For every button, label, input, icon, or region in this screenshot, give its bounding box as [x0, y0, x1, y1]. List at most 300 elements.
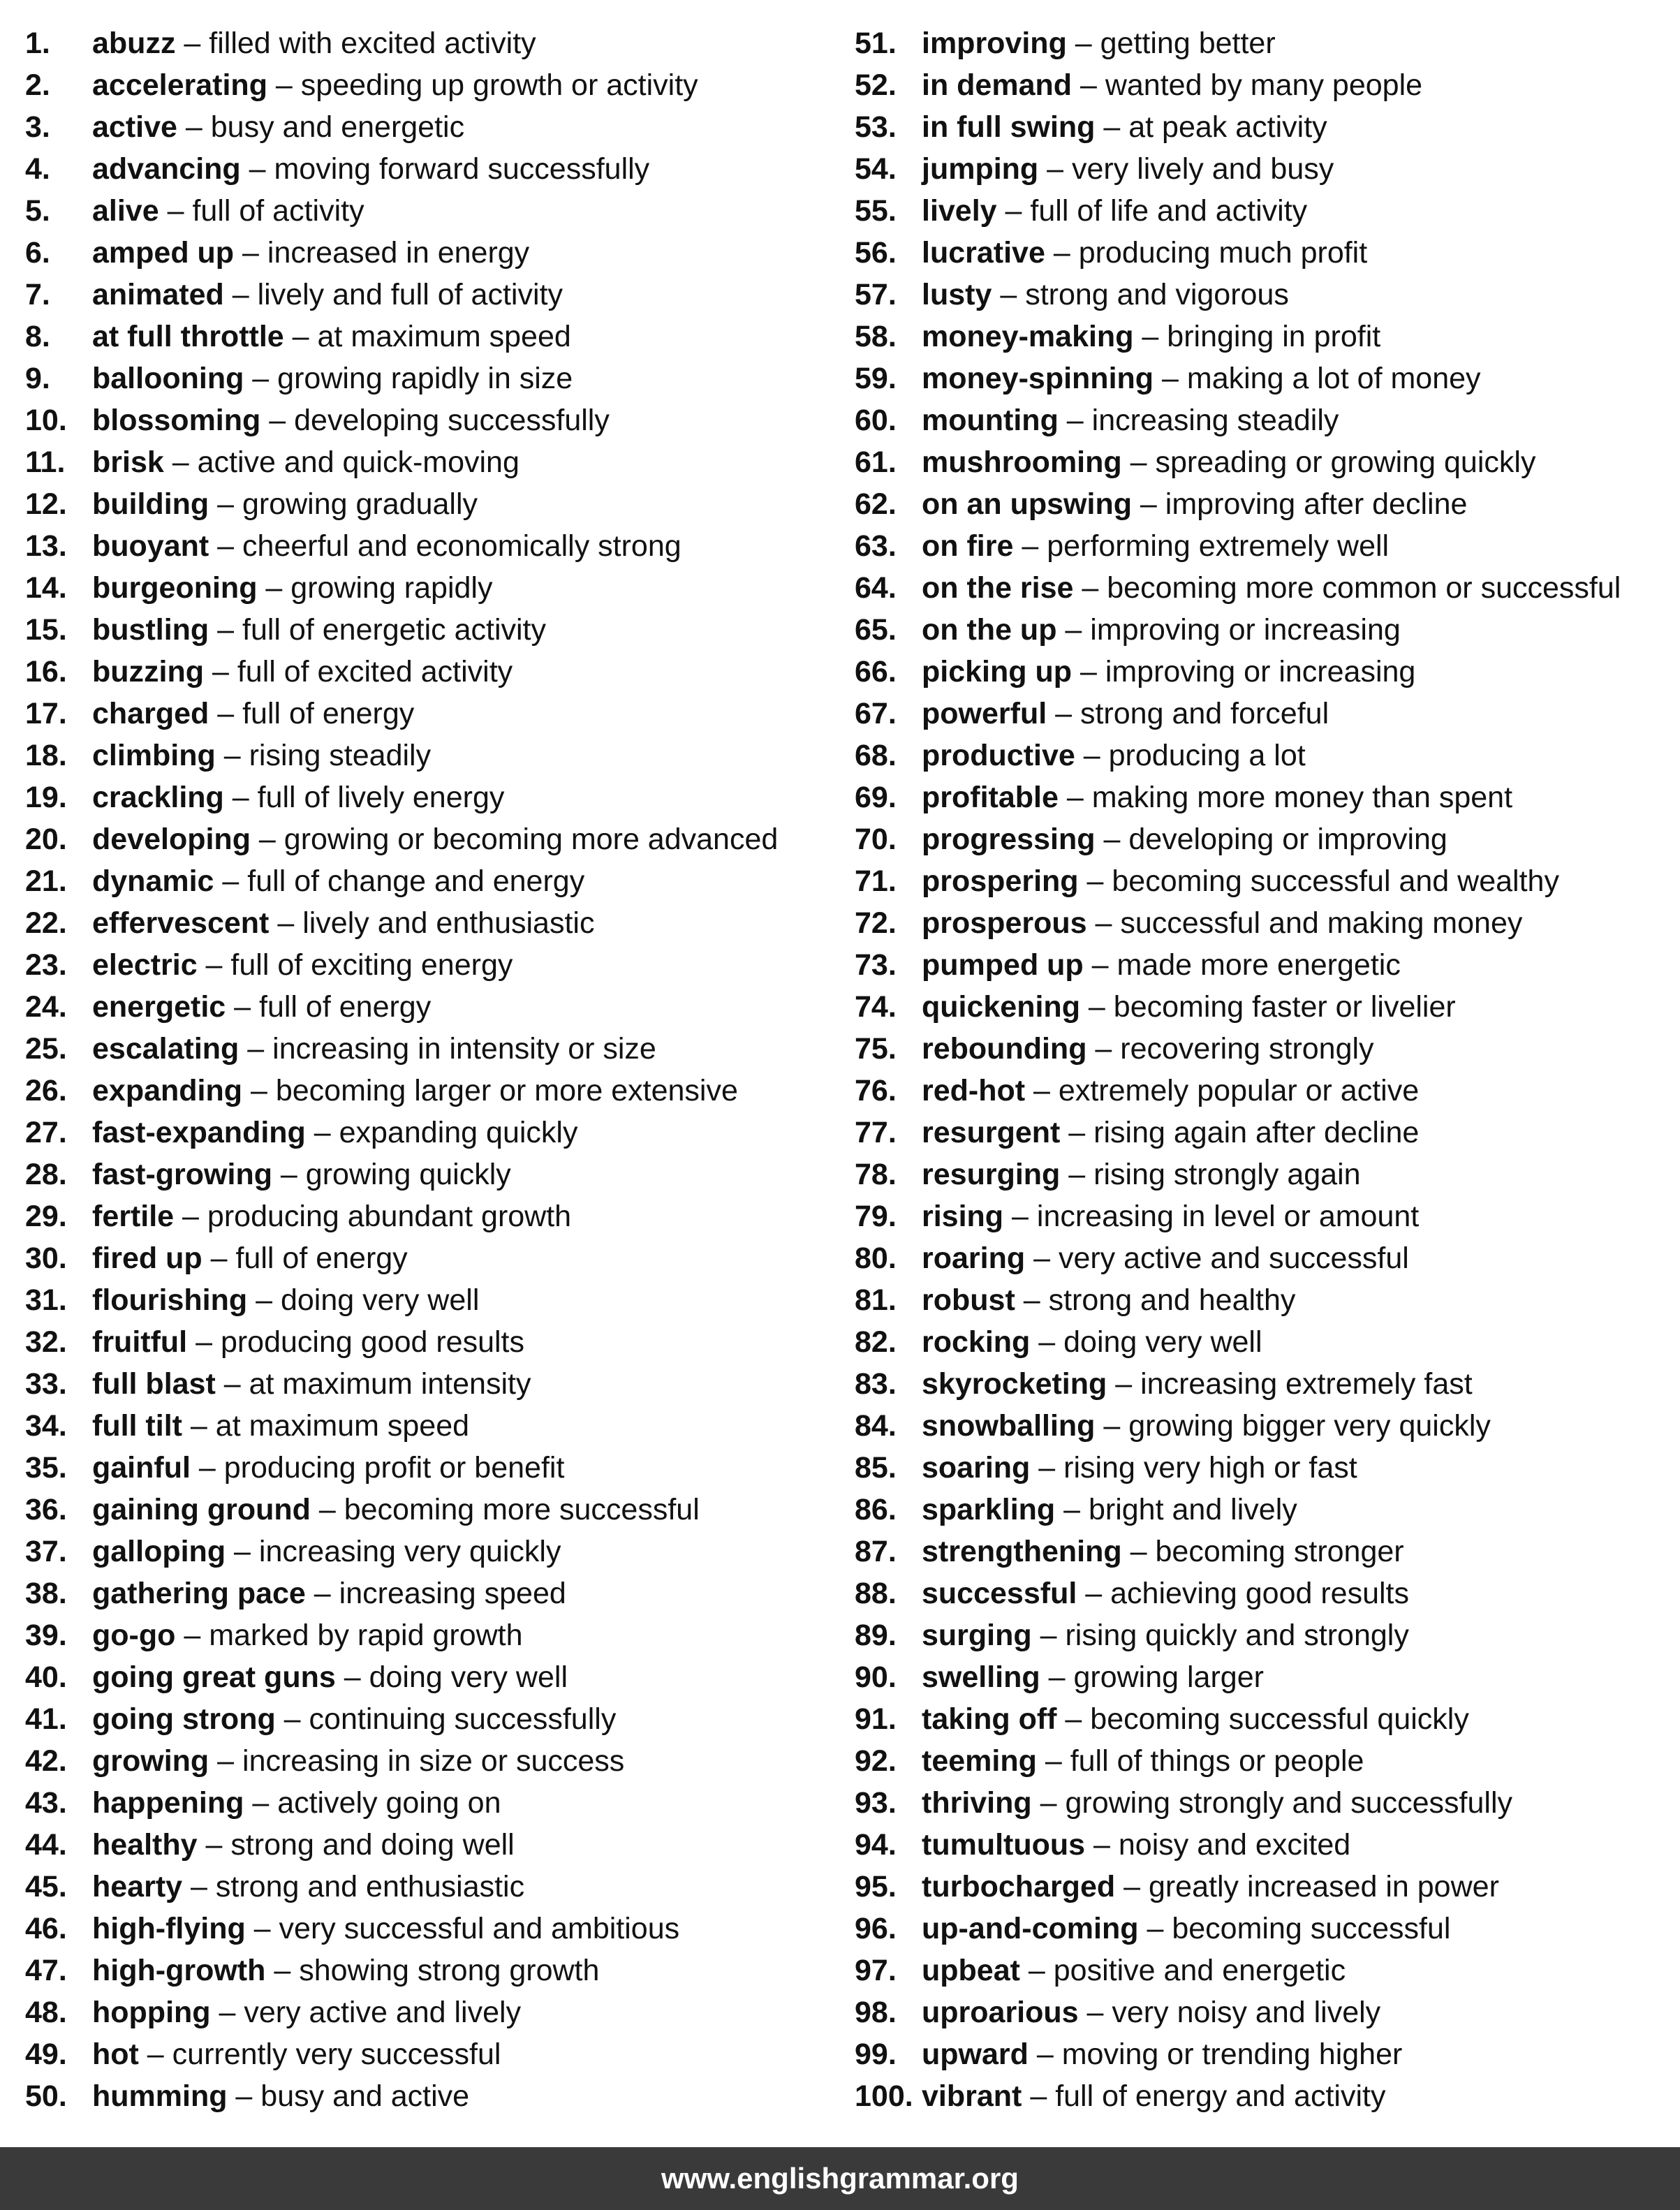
entry-separator: – — [1115, 1870, 1149, 1903]
entry-separator: – — [175, 27, 209, 60]
word-entry — [25, 358, 835, 399]
entry-term: prosperous — [922, 906, 1087, 940]
entry-separator: – — [209, 697, 243, 730]
word-entry — [25, 1154, 835, 1195]
entry-definition: at maximum speed — [317, 320, 571, 353]
entry-definition: getting better — [1100, 27, 1276, 60]
word-entry — [25, 2033, 835, 2075]
entry-term: rebounding — [922, 1032, 1087, 1066]
word-entry — [25, 1447, 835, 1489]
entry-separator: – — [204, 655, 237, 688]
entry-definition: actively going on — [277, 1786, 501, 1820]
word-entry — [25, 22, 835, 64]
entry-separator: – — [335, 1660, 369, 1694]
entry-separator: – — [182, 1870, 216, 1903]
entry-text — [92, 1279, 479, 1321]
word-entry — [855, 1656, 1672, 1698]
entry-term: energetic — [92, 990, 226, 1024]
entry-text — [922, 1195, 1419, 1237]
entry-number: 61. — [855, 445, 897, 479]
word-entry — [855, 1908, 1672, 1950]
entry-definition: making more money than spent — [1091, 781, 1513, 814]
entry-number: 60. — [855, 404, 897, 437]
entry-number: 57. — [855, 278, 897, 311]
entry-definition: active and quick-moving — [197, 445, 520, 479]
entry-separator: – — [239, 1032, 273, 1066]
word-entry — [25, 1572, 835, 1614]
entry-text — [922, 1824, 1350, 1866]
entry-definition: full of activity — [192, 194, 364, 228]
entry-term: mounting — [922, 404, 1059, 437]
entry-separator: – — [1154, 362, 1187, 395]
entry-separator: – — [1038, 152, 1073, 186]
entry-definition: speeding up growth or activity — [300, 68, 698, 102]
entry-number: 16. — [25, 655, 67, 688]
entry-term: upward — [922, 2038, 1029, 2071]
entry-text — [92, 609, 546, 651]
entry-term: building — [92, 487, 209, 521]
entry-term: on the rise — [922, 571, 1074, 605]
entry-definition: at maximum speed — [215, 1409, 470, 1443]
word-entry — [25, 693, 835, 735]
word-entry — [855, 1824, 1672, 1866]
entry-text — [922, 1237, 1409, 1279]
entry-separator: – — [1056, 1702, 1091, 1736]
word-entry — [25, 1866, 835, 1908]
word-entry — [25, 1237, 835, 1279]
entry-text — [92, 651, 513, 693]
entry-definition: rising strongly again — [1093, 1158, 1361, 1191]
entry-separator: – — [1072, 655, 1105, 688]
entry-text — [92, 64, 698, 106]
word-entry — [855, 1321, 1672, 1363]
entry-separator: – — [1040, 1660, 1074, 1694]
entry-number: 53. — [855, 110, 897, 144]
entry-text — [922, 735, 1306, 776]
entry-definition: strong and healthy — [1048, 1283, 1296, 1317]
entry-text — [92, 1195, 571, 1237]
word-entry — [855, 1154, 1672, 1195]
entry-definition: increasing in intensity or size — [272, 1032, 656, 1066]
entry-text — [92, 776, 504, 818]
entry-definition: increasing in level or amount — [1036, 1200, 1420, 1233]
word-entry — [25, 1195, 835, 1237]
entry-separator: – — [272, 1158, 306, 1191]
entry-number: 91. — [855, 1702, 897, 1736]
word-entry — [25, 1070, 835, 1112]
entry-text — [922, 651, 1415, 693]
word-entry — [855, 316, 1672, 358]
entry-term: strengthening — [922, 1535, 1122, 1568]
entry-separator: – — [1086, 906, 1121, 940]
entry-term: burgeoning — [92, 571, 258, 605]
entry-term: dynamic — [92, 864, 214, 898]
entry-term: expanding — [92, 1074, 243, 1107]
entry-definition: strong and vigorous — [1025, 278, 1289, 311]
entry-term: developing — [92, 823, 251, 856]
entry-term: at full throttle — [92, 320, 284, 353]
entry-definition: full of energy — [259, 990, 432, 1024]
entry-definition: becoming faster or livelier — [1113, 990, 1456, 1024]
entry-text — [92, 1531, 561, 1572]
entry-definition: continuing successfully — [309, 1702, 617, 1736]
entry-separator: – — [1056, 613, 1091, 647]
entry-text — [922, 399, 1339, 441]
word-entry — [855, 1950, 1672, 1991]
entry-text — [922, 1405, 1491, 1447]
entry-text — [92, 902, 594, 944]
entry-definition: performing extremely well — [1047, 529, 1390, 563]
entry-definition: growing gradually — [242, 487, 478, 521]
word-entry — [25, 64, 835, 106]
entry-term: healthy — [92, 1828, 198, 1862]
entry-separator: – — [209, 1744, 243, 1778]
entry-text — [92, 1237, 408, 1279]
entry-number: 59. — [855, 362, 897, 395]
word-entry — [25, 567, 835, 609]
word-entry — [25, 735, 835, 776]
entry-term: lusty — [922, 278, 992, 311]
entry-text — [922, 818, 1447, 860]
entry-term: high-flying — [92, 1912, 246, 1945]
word-entry — [855, 1237, 1672, 1279]
entry-term: gathering pace — [92, 1577, 306, 1610]
entry-separator: – — [1058, 781, 1092, 814]
entry-text — [922, 860, 1559, 902]
entry-separator: – — [223, 278, 258, 311]
word-list-left-column — [25, 22, 835, 2117]
word-entry — [25, 232, 835, 274]
word-entry — [25, 1824, 835, 1866]
entry-definition: improving after decline — [1165, 487, 1468, 521]
word-entry — [855, 1363, 1672, 1405]
word-entry — [25, 818, 835, 860]
entry-text — [922, 944, 1401, 986]
word-entry — [25, 1698, 835, 1740]
entry-text — [922, 1112, 1419, 1154]
entry-number: 63. — [855, 529, 897, 563]
entry-text — [922, 441, 1535, 483]
entry-text — [922, 22, 1276, 64]
entry-number: 100. — [855, 2079, 913, 2113]
entry-number: 73. — [855, 948, 897, 982]
entry-definition: greatly increased in power — [1148, 1870, 1499, 1903]
entry-number: 51. — [855, 27, 897, 60]
entry-term: powerful — [922, 697, 1047, 730]
entry-number: 20. — [25, 823, 67, 856]
entry-text — [922, 190, 1307, 232]
entry-separator: – — [1133, 320, 1167, 353]
entry-number: 52. — [855, 68, 897, 102]
entry-definition: growing larger — [1073, 1660, 1264, 1694]
entry-definition: spreading or growing quickly — [1155, 445, 1536, 479]
entry-term: on an upswing — [922, 487, 1132, 521]
entry-number: 89. — [855, 1619, 897, 1652]
entry-definition: moving or trending higher — [1061, 2038, 1403, 2071]
entry-number: 48. — [25, 1996, 67, 2029]
entry-number: 29. — [25, 1200, 67, 1233]
entry-term: lively — [922, 194, 997, 228]
entry-definition: lively and full of activity — [257, 278, 563, 311]
entry-text — [92, 525, 681, 567]
entry-number: 37. — [25, 1535, 67, 1568]
entry-separator: – — [234, 236, 267, 270]
entry-text — [922, 1572, 1409, 1614]
entry-number: 75. — [855, 1032, 897, 1066]
entry-definition: extremely popular or active — [1058, 1074, 1420, 1107]
entry-definition: successful and making money — [1120, 906, 1523, 940]
entry-text — [92, 483, 478, 525]
word-entry — [25, 1363, 835, 1405]
entry-definition: strong and enthusiastic — [215, 1870, 525, 1903]
word-entry — [25, 986, 835, 1028]
entry-text — [92, 1363, 531, 1405]
entry-number: 32. — [25, 1325, 67, 1359]
word-entry — [25, 902, 835, 944]
word-entry — [855, 399, 1672, 441]
entry-definition: developing successfully — [294, 404, 610, 437]
entry-separator: – — [996, 194, 1031, 228]
entry-number: 64. — [855, 571, 897, 605]
entry-definition: growing or becoming more advanced — [283, 823, 779, 856]
entry-definition: becoming stronger — [1155, 1535, 1404, 1568]
word-entry — [855, 818, 1672, 860]
entry-number: 2. — [25, 68, 50, 102]
entry-definition: becoming successful and wealthy — [1112, 864, 1559, 898]
entry-number: 9. — [25, 362, 50, 395]
word-entry — [855, 2033, 1672, 2075]
entry-number: 95. — [855, 1870, 897, 1903]
entry-text — [92, 735, 431, 776]
word-entry — [25, 525, 835, 567]
entry-term: on the up — [922, 613, 1057, 647]
entry-text — [922, 106, 1327, 148]
entry-definition: full of energy — [235, 1242, 408, 1275]
word-entry — [855, 1782, 1672, 1824]
entry-text — [922, 1656, 1264, 1698]
word-entry — [25, 860, 835, 902]
entry-term: flourishing — [92, 1283, 248, 1317]
entry-text — [92, 567, 492, 609]
entry-separator: – — [265, 1954, 300, 1987]
entry-separator: – — [197, 1828, 231, 1862]
entry-term: taking off — [922, 1702, 1057, 1736]
entry-term: hot — [92, 2038, 139, 2071]
word-entry — [855, 1698, 1672, 1740]
entry-term: escalating — [92, 1032, 240, 1066]
entry-separator: – — [245, 1912, 279, 1945]
entry-separator: – — [244, 1786, 278, 1820]
entry-text — [922, 1028, 1374, 1070]
entry-number: 93. — [855, 1786, 897, 1820]
entry-separator: – — [1060, 1116, 1094, 1149]
word-entry — [855, 64, 1672, 106]
entry-definition: producing much profit — [1078, 236, 1368, 270]
entry-separator: – — [163, 445, 198, 479]
entry-separator: – — [209, 487, 242, 521]
entry-number: 69. — [855, 781, 897, 814]
entry-text — [92, 316, 571, 358]
entry-text — [92, 274, 563, 316]
entry-text — [922, 1950, 1346, 1991]
word-entry — [25, 944, 835, 986]
entry-number: 21. — [25, 864, 67, 898]
entry-number: 31. — [25, 1283, 67, 1317]
entry-term: going great guns — [92, 1660, 336, 1694]
entry-definition: full of excited activity — [237, 655, 513, 688]
word-entry — [855, 483, 1672, 525]
entry-separator: – — [1072, 68, 1105, 102]
entry-definition: moving forward successfully — [274, 152, 650, 186]
entry-separator: – — [138, 2038, 172, 2071]
word-entry — [25, 1321, 835, 1363]
entry-definition: very active and lively — [244, 1996, 522, 2029]
entry-term: productive — [922, 739, 1075, 772]
entry-text — [92, 1991, 521, 2033]
entry-term: abuzz — [92, 27, 176, 60]
entry-number: 1. — [25, 27, 50, 60]
entry-text — [92, 1740, 624, 1782]
entry-definition: full of energetic activity — [242, 613, 546, 647]
entry-definition: marked by rapid growth — [209, 1619, 523, 1652]
entry-number: 19. — [25, 781, 67, 814]
entry-term: buoyant — [92, 529, 209, 563]
entry-text — [92, 106, 464, 148]
entry-definition: doing very well — [1063, 1325, 1262, 1359]
word-entry — [855, 358, 1672, 399]
entry-definition: becoming larger or more extensive — [275, 1074, 738, 1107]
entry-text — [922, 1279, 1295, 1321]
entry-definition: becoming more common or successful — [1107, 571, 1621, 605]
entry-number: 88. — [855, 1577, 897, 1610]
entry-separator: – — [1013, 529, 1047, 563]
entry-number: 12. — [25, 487, 67, 521]
entry-separator: – — [1028, 2038, 1062, 2071]
entry-term: money-making — [922, 320, 1134, 353]
word-entry — [25, 1112, 835, 1154]
entry-definition: bringing in profit — [1167, 320, 1381, 353]
word-entry — [855, 274, 1672, 316]
entry-number: 85. — [855, 1451, 897, 1485]
word-entry — [855, 525, 1672, 567]
entry-number: 27. — [25, 1116, 67, 1149]
word-entry — [25, 1531, 835, 1572]
entry-term: fertile — [92, 1200, 175, 1233]
word-entry — [855, 651, 1672, 693]
entry-number: 65. — [855, 613, 897, 647]
entry-text — [922, 358, 1481, 399]
entry-text — [92, 1321, 524, 1363]
entry-term: skyrocketing — [922, 1367, 1107, 1401]
entry-text — [92, 986, 431, 1028]
entry-definition: producing a lot — [1108, 739, 1306, 772]
word-entry — [855, 1112, 1672, 1154]
entry-term: fruitful — [92, 1325, 188, 1359]
entry-text — [92, 148, 649, 190]
entry-term: tumultuous — [922, 1828, 1086, 1862]
entry-term: sparkling — [922, 1493, 1056, 1526]
entry-number: 97. — [855, 1954, 897, 1987]
entry-definition: full of exciting energy — [230, 948, 513, 982]
entry-text — [922, 1908, 1450, 1950]
entry-text — [92, 2033, 501, 2075]
entry-term: high-growth — [92, 1954, 266, 1987]
entry-separator: – — [209, 613, 243, 647]
entry-text — [92, 190, 364, 232]
footer-url[interactable]: www.englishgrammar.org — [661, 2162, 1019, 2195]
entry-term: in demand — [922, 68, 1073, 102]
entry-number: 33. — [25, 1367, 67, 1401]
entry-separator: – — [1086, 1032, 1121, 1066]
entry-separator: – — [1066, 27, 1100, 60]
word-entry — [855, 1447, 1672, 1489]
entry-term: resurging — [922, 1158, 1061, 1191]
entry-term: fast-expanding — [92, 1116, 306, 1149]
entry-separator: – — [1003, 1200, 1037, 1233]
word-entry — [855, 1614, 1672, 1656]
entry-term: alive — [92, 194, 159, 228]
entry-number: 17. — [25, 697, 67, 730]
entry-separator: – — [197, 948, 231, 982]
entry-separator: – — [1025, 1074, 1059, 1107]
entry-text — [922, 1698, 1469, 1740]
entry-term: up-and-coming — [922, 1912, 1139, 1945]
entry-definition: wanted by many people — [1105, 68, 1423, 102]
entry-number: 39. — [25, 1619, 67, 1652]
word-entry — [855, 441, 1672, 483]
entry-text — [92, 1908, 679, 1950]
entry-definition: increased in energy — [267, 236, 530, 270]
entry-term: growing — [92, 1744, 209, 1778]
word-entry — [855, 860, 1672, 902]
entry-separator: – — [1138, 1912, 1172, 1945]
entry-separator: – — [257, 571, 291, 605]
entry-number: 81. — [855, 1283, 897, 1317]
word-entry — [25, 148, 835, 190]
entry-number: 47. — [25, 1954, 67, 1987]
entry-text — [922, 232, 1367, 274]
entry-definition: full of things or people — [1070, 1744, 1364, 1778]
entry-definition: improving or increasing — [1090, 613, 1401, 647]
entry-separator: – — [1030, 1451, 1064, 1485]
entry-definition: growing quickly — [305, 1158, 511, 1191]
entry-separator: – — [1031, 1786, 1066, 1820]
entry-number: 22. — [25, 906, 67, 940]
entry-term: quickening — [922, 990, 1080, 1024]
entry-term: swelling — [922, 1660, 1040, 1694]
word-entry — [855, 1405, 1672, 1447]
entry-number: 45. — [25, 1870, 67, 1903]
entry-separator: – — [1078, 864, 1112, 898]
word-entry — [25, 483, 835, 525]
entry-definition: full of energy and activity — [1055, 2079, 1386, 2113]
entry-text — [92, 2075, 469, 2117]
entry-separator: – — [209, 529, 243, 563]
entry-text — [922, 1991, 1380, 2033]
entry-definition: strong and doing well — [230, 1828, 515, 1862]
entry-definition: producing profit or benefit — [223, 1451, 565, 1485]
entry-number: 43. — [25, 1786, 67, 1820]
entry-term: brisk — [92, 445, 164, 479]
entry-separator: – — [1060, 1158, 1094, 1191]
entry-definition: becoming more successful — [344, 1493, 700, 1526]
entry-definition: improving or increasing — [1105, 655, 1416, 688]
word-entry — [855, 1489, 1672, 1531]
entry-definition: making a lot of money — [1186, 362, 1481, 395]
entry-separator: – — [1045, 236, 1079, 270]
entry-separator: – — [1030, 1325, 1064, 1359]
entry-definition: rising very high or fast — [1063, 1451, 1357, 1485]
